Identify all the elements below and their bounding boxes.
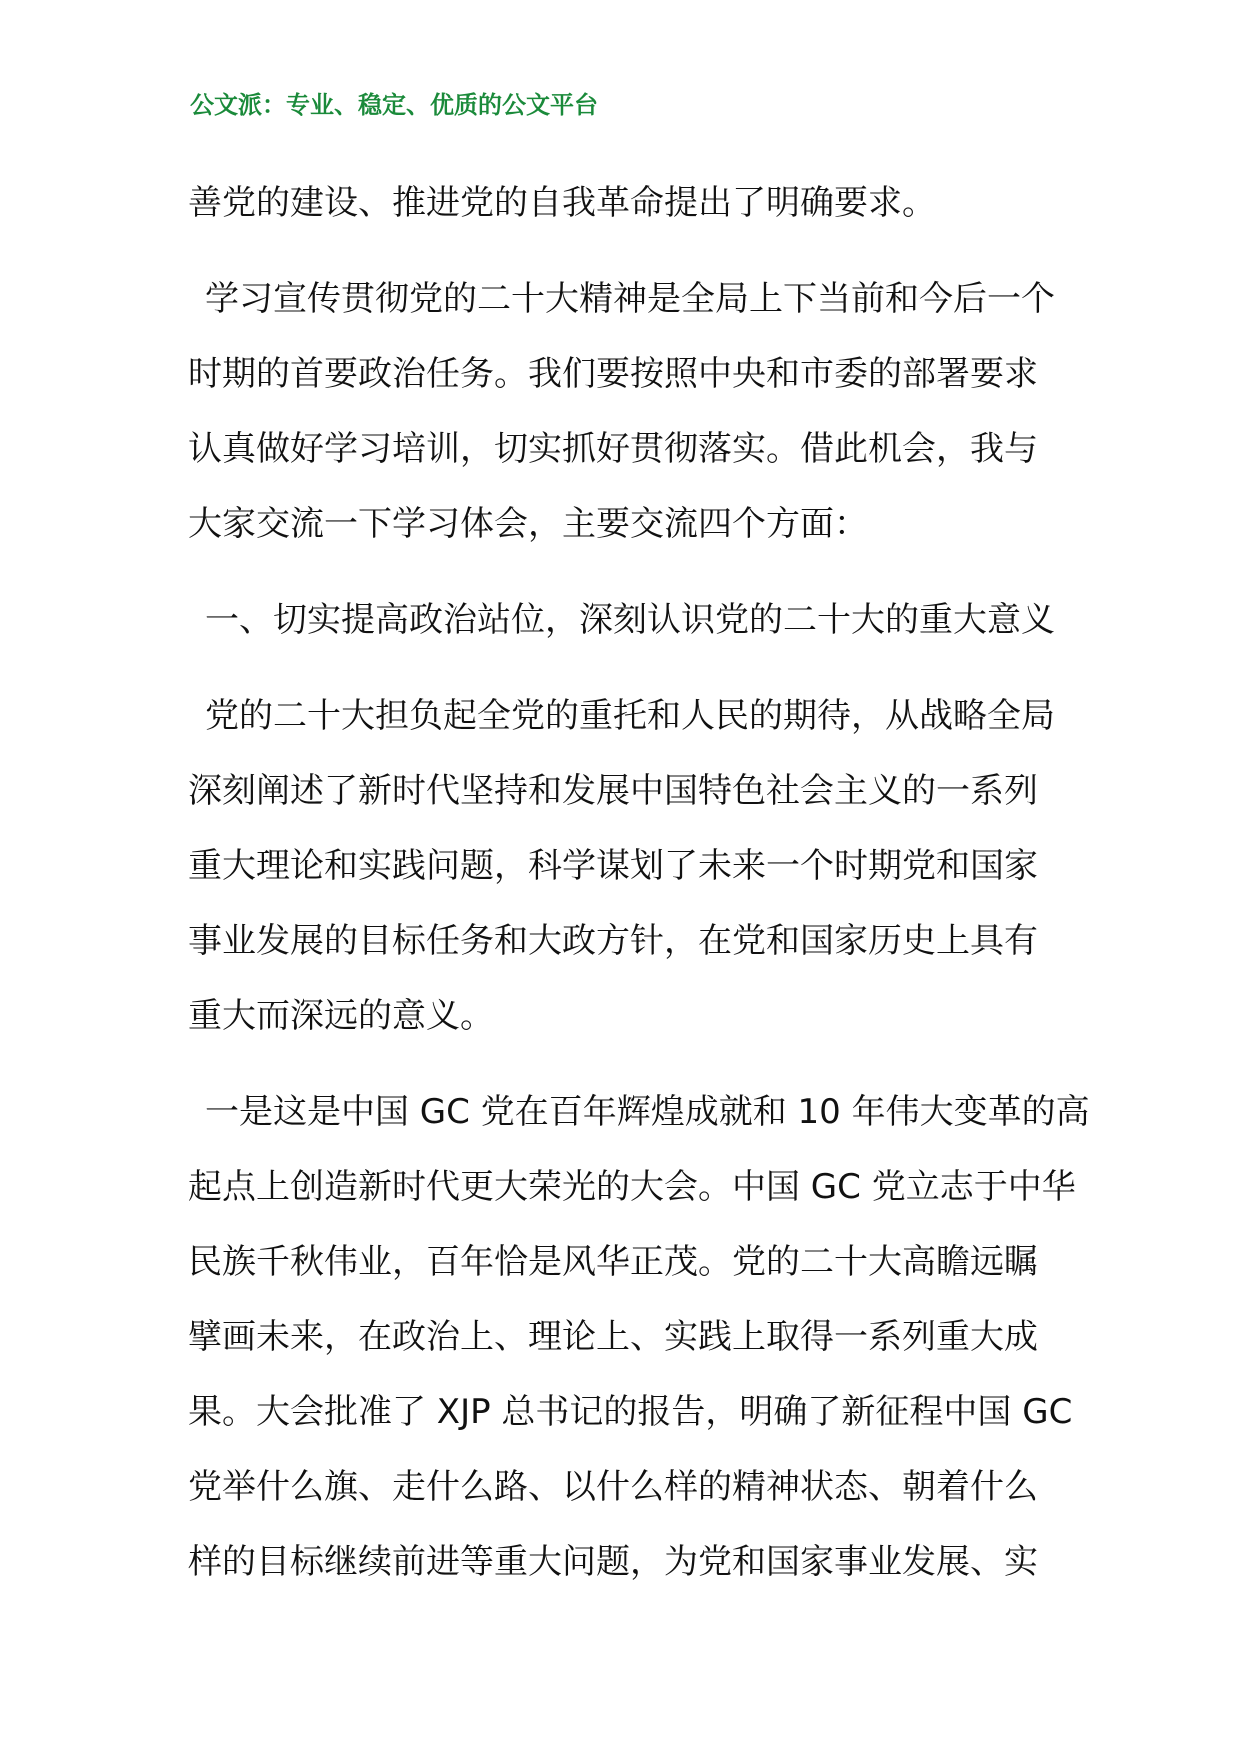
document-line: 民族千秋伟业，百年恰是风华正茂。党的二十大高瞻远瞩 (188, 1242, 1038, 1282)
document-line: 起点上创造新时代更大荣光的大会。中国 GC 党立志于中华 (188, 1167, 1076, 1207)
document-line: 一、切实提高政治站位，深刻认识党的二十大的重大意义 (205, 600, 1055, 640)
document-line: 时期的首要政治任务。我们要按照中央和市委的部署要求 (188, 354, 1038, 394)
document-line: 深刻阐述了新时代坚持和发展中国特色社会主义的一系列 (188, 771, 1038, 811)
document-line: 事业发展的目标任务和大政方针，在党和国家历史上具有 (188, 921, 1038, 961)
document-line: 重大理论和实践问题，科学谋划了未来一个时期党和国家 (188, 846, 1038, 886)
document-line: 善党的建设、推进党的自我革命提出了明确要求。 (188, 183, 936, 223)
document-line: 果。大会批准了 XJP 总书记的报告，明确了新征程中国 GC (188, 1392, 1073, 1432)
document-line: 党举什么旗、走什么路、以什么样的精神状态、朝着什么 (188, 1467, 1038, 1507)
document-body (188, 166, 1090, 1600)
document-line: 重大而深远的意义。 (188, 996, 494, 1036)
document-line: 一是这是中国 GC 党在百年辉煌成就和 10 年伟大变革的高 (205, 1092, 1090, 1132)
document-line: 擘画未来，在政治上、理论上、实践上取得一系列重大成 (188, 1317, 1038, 1357)
document-line: 认真做好学习培训，切实抓好贯彻落实。借此机会，我与 (188, 429, 1038, 469)
document-line: 样的目标继续前进等重大问题，为党和国家事业发展、实 (188, 1542, 1038, 1582)
document-line: 党的二十大担负起全党的重托和人民的期待，从战略全局 (205, 696, 1055, 736)
document-line: 学习宣传贯彻党的二十大精神是全局上下当前和今后一个 (205, 279, 1055, 319)
site-header: 公文派：专业、稳定、优质的公文平台 (190, 91, 598, 119)
document-line: 大家交流一下学习体会，主要交流四个方面： (188, 504, 868, 544)
